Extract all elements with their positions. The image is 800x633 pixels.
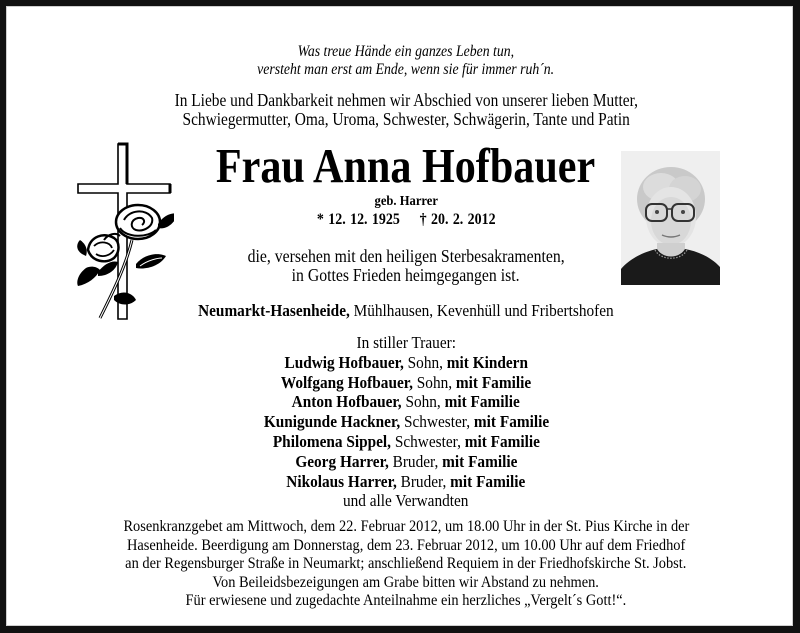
mourner-row: Kunigunde Hackner, Schwester, mit Familie: [263, 412, 549, 432]
mourner-row: Ludwig Hofbauer, Sohn, mit Kindern: [284, 352, 528, 372]
motto-line-2: versteht man erst am Ende, wenn sie für immer ruh´n.: [257, 61, 555, 78]
intro-line-2: Schwiegermutter, Oma, Uroma, Schwester, Schwägerin, Tante und Patin: [182, 109, 630, 129]
funeral-line: Hasenheide. Beerdigung am Donnerstag, dem 23. Februar 2012, um 10.00 Uhr auf dem Friedhof: [126, 536, 686, 554]
mourner-row: Wolfgang Hofbauer, Sohn, mit Familie: [280, 372, 532, 392]
motto-line-1: Was treue Hände ein ganzes Leben tun,: [297, 43, 515, 60]
funeral-line: Rosenkranzgebet am Mittwoch, dem 22. Februar 2012, um 18.00 Uhr in der St. Pius Kirche in der: [123, 518, 689, 535]
birth-date: * 12. 12. 1925: [316, 211, 400, 228]
mourners-closing: und alle Verwandten: [343, 491, 469, 511]
funeral-line: Von Beileidsbezeigungen am Grabe bitten wir Abstand zu nehmen.: [212, 573, 600, 591]
maiden-name: geb. Harrer: [374, 194, 438, 209]
funeral-line: Für erwiesene und zugedachte Anteilnahme ein herzliches „Vergelt´s Gott!“.: [185, 592, 627, 609]
deceased-name: Frau Anna Hofbauer: [216, 138, 596, 193]
places-line: [6, 301, 800, 321]
place-primary: Neumarkt-Hasenheide,: [198, 301, 350, 320]
mourner-row: Philomena Sippel, Schwester, mit Familie: [272, 432, 540, 451]
mourner-row: Georg Harrer, Bruder, mit Familie: [294, 451, 518, 471]
sacraments-line-2: in Gottes Frieden heimgegangen ist.: [292, 265, 520, 285]
intro-line-1: In Liebe und Dankbarkeit nehmen wir Abschied von unserer lieben Mutter,: [174, 90, 638, 110]
mourner-row: Nikolaus Harrer, Bruder, mit Familie: [286, 471, 526, 491]
sacraments-line-1: die, versehen mit den heiligen Sterbesakramenten,: [247, 246, 565, 266]
place-others: Mühlhausen, Kevenhüll und Fribertshofen: [349, 301, 614, 320]
mourner-row: Anton Hofbauer, Sohn, mit Familie: [291, 392, 521, 412]
mourners-heading: In stiller Trauer:: [356, 333, 456, 352]
funeral-line: an der Regensburger Straße in Neumarkt; anschließend Requiem in der Friedhofskirche St. Jobst.: [125, 555, 687, 572]
death-date: † 20. 2. 2012: [419, 211, 496, 228]
